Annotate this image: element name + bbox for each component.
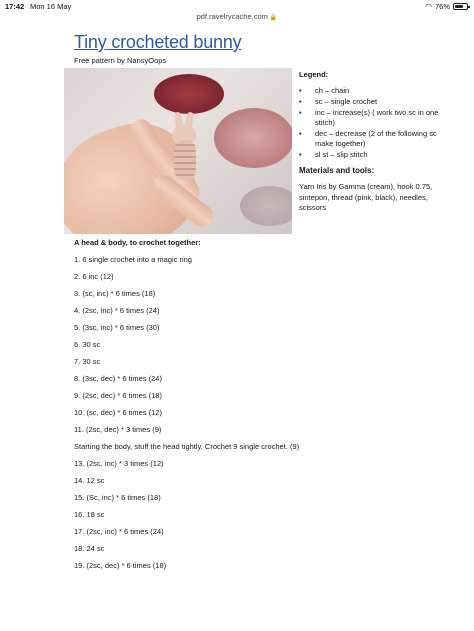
pattern-step: 9. (2sc, dec) * 6 times (18) [74,391,162,400]
bullet: • [299,150,302,159]
document-subtitle: Free pattern by NansyOops [74,56,167,65]
legend-item-text: ch – chain [315,86,350,95]
pattern-step: 17. (2sc, inc) * 6 times (24) [74,527,164,536]
legend-item-text: inc – increase(s) ( work two sc in one stitch) [315,108,439,127]
legend-item-text: sc – single crochet [315,97,378,106]
pattern-step: 7. 30 sc [74,357,101,366]
legend-item [299,97,439,107]
pattern-step: 13. (2sc, inc) * 3 times (12) [74,459,164,468]
pattern-step: 3. (sc, inc) * 6 times (18) [74,289,156,298]
photo-pink-jar [214,108,292,168]
status-date: Mon 16 May [30,2,72,11]
pattern-step: 1. 6 single crochet into a magic ring [74,255,192,264]
bullet: • [299,97,302,106]
materials-text: Yarn Iris by Gamma (cream), hook 0.75, sintepon, thread (pink, black), needles, scissors [299,182,433,212]
pdf-page [0,22,474,631]
wifi-icon: ◠ [425,2,432,11]
photo-red-jar [154,74,224,114]
pattern-step: 4. (2sc, inc) * 6 times (24) [74,306,160,315]
bullet: • [299,86,302,95]
pattern-step: 11. (2sc, dec) * 3 times (9) [74,425,162,434]
lock-icon: 🔒 [269,15,278,21]
pattern-note: Starting the body, stuff the head tightly. Crochet 9 single crochet. (9) [74,442,300,451]
legend-item [299,108,439,128]
pattern-step: 2. 6 inc (12) [74,272,114,281]
pattern-step: 19. (2sc, dec) * 6 times (18) [74,561,167,570]
legend-list [299,86,439,160]
battery-percent: 76% [434,2,450,11]
photo-grey-jar [240,186,292,226]
pattern-step: 15. (Sc, inc) * 6 times (18) [74,493,161,502]
legend-title: Legend: [299,70,329,79]
bunny-photo [64,68,292,234]
legend-item [299,129,439,149]
pattern-step: 10. (sc, dec) * 6 times (12) [74,408,162,417]
legend-item [299,150,439,160]
bunny-body [174,140,196,180]
document-title[interactable]: Tiny crocheted bunny [74,32,242,52]
url-text: pdf.ravelrycache.com [196,12,268,21]
battery-fill [455,5,463,8]
bullet: • [299,108,302,117]
pattern-step: 18. 24 sc [74,544,105,553]
address-bar[interactable] [0,12,474,22]
legend-item [299,86,439,96]
status-time: 17:42 [5,2,25,11]
section-heading: A head & body, to crochet together: [74,238,201,247]
pattern-step: 8. (3sc, dec) * 6 times (24) [74,374,162,383]
legend-panel [299,70,439,214]
legend-item-text: sl st – slip stitch [315,150,368,159]
bullet: • [299,129,302,138]
legend-item-text: dec – decrease (2 of the following sc make together) [315,129,437,148]
materials-title: Materials and tools: [299,166,375,175]
pattern-step: 14. 12 sc [74,476,105,485]
pattern-step: 6. 30 sc [74,340,101,349]
status-right [425,2,468,11]
battery-icon [453,3,468,10]
status-bar [0,0,474,12]
pattern-step: 16. 18 sc [74,510,105,519]
pattern-steps [74,255,404,578]
pattern-step: 5. (3sc, inc) * 6 times (30) [74,323,160,332]
